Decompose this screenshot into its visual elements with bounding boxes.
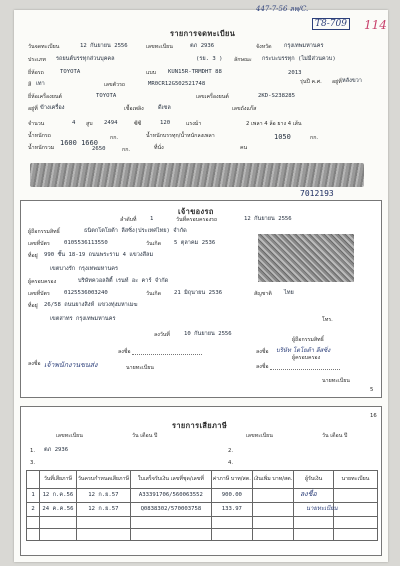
cylinder-label: สูบ <box>86 121 93 127</box>
engine-no-label: เลขเครื่องยนต์ <box>196 94 229 100</box>
addr2-value: เขตบางรัก กรุงเทพมหานคร <box>50 266 119 272</box>
tax-date-label-2: วัน เดือน ปี <box>322 433 348 439</box>
owner-title: เจ้าของรถ <box>178 207 214 216</box>
class-code: (รย. 3 ) <box>196 56 223 62</box>
receiver-signature: ลงชื่อ <box>300 490 317 498</box>
table-row <box>27 489 378 503</box>
count-label: จำนวน <box>28 121 45 127</box>
tax-col-header: วันครบกำหนดเสียภาษี <box>76 471 130 489</box>
tax-title: รายการเสียภาษี <box>172 421 228 430</box>
nation-label: สัญชาติ <box>254 291 272 297</box>
tax-cell-index: 2 <box>27 503 40 517</box>
holder-value: ธนิตกโตโยต้า ลีสซิ่ง(ประเทศไทย) จำกัด <box>84 228 187 234</box>
addr3-label: ที่อยู่ <box>28 303 38 309</box>
character-value: กระบะบรรทุก (ไม่มีส่วนควบ) <box>262 56 336 62</box>
birth2-label: วันเกิด <box>146 291 162 297</box>
tax-cell <box>252 503 293 517</box>
tax-sticker-stamp <box>258 234 354 282</box>
province-value: กรุงเทพมหานคร <box>284 43 324 49</box>
tax-row-4: 4. <box>228 460 234 466</box>
chassis-label: เลขตัวรถ <box>104 82 126 88</box>
seq-label: ลำดับที่ <box>120 217 137 223</box>
total-weight-value: 2650 <box>92 146 106 152</box>
addr-label: ที่อยู่ <box>28 253 38 259</box>
cc-value: 2494 <box>104 120 118 126</box>
tax-plate-label-2: เลขทะเบียน <box>246 433 273 439</box>
load-value: 1050 <box>274 133 291 141</box>
birth-value: 5 ตุลาคม 2536 <box>174 240 216 246</box>
character-label: ลักษณะ <box>234 57 252 63</box>
tax-col-header: นายทะเบียน <box>333 471 377 489</box>
plate-label: เลขทะเบียน <box>146 44 173 50</box>
note-number: 5 <box>370 387 374 393</box>
plate-value: ตภ 2936 <box>190 43 215 49</box>
load-unit: กก. <box>310 135 319 141</box>
model-value: KUN15R-TRMDHT 88 <box>168 69 222 75</box>
engine-at-value: ข้างเครื่อง <box>40 105 65 111</box>
phone-label: โทร. <box>322 317 333 323</box>
tax-cell: 24 ค.ค.56 <box>40 503 77 517</box>
regdate-value: 10 กันยายน 2556 <box>184 331 232 337</box>
tax-plate-label: เลขทะเบียน <box>56 433 83 439</box>
tax-cell: 133.97 <box>211 503 252 517</box>
weight-label: น้ำหนักรถ <box>28 133 51 139</box>
type-value: รถยนต์บรรทุกส่วนบุคคล <box>56 56 115 62</box>
color-value: เทา <box>36 81 45 87</box>
stamp-number: 7012193 <box>300 189 334 198</box>
witness-label: ลงชื่อ <box>28 361 41 367</box>
tax-cell: 900.00 <box>211 489 252 503</box>
witness-signature: เจ้าพนักงานขนส่ง <box>44 361 98 369</box>
weight-unit: กก. <box>110 135 119 141</box>
make-label: ยี่ห้อรถ <box>28 70 44 76</box>
year-label: รุ่นปี ค.ศ. <box>300 79 322 85</box>
tax-col-header: ใบเสร็จรับเงิน เลขที่ชุด/เลขที่ <box>131 471 212 489</box>
chassis-rubbing-stamp <box>30 163 364 187</box>
sign-label: ลงชื่อ <box>118 349 131 355</box>
sign-line <box>132 354 202 355</box>
persons-label: คน <box>240 145 248 151</box>
seats-label: ที่นั่ง <box>154 145 164 151</box>
chassis-at-label: อยู่ที่ <box>332 79 342 85</box>
id2-label: เลขที่บัตร <box>28 291 50 297</box>
chassis-at-value: หลังขวา <box>342 78 362 84</box>
cc-label: ซีซี <box>134 121 142 127</box>
id2-value: 0125536003240 <box>64 290 108 296</box>
tax-row-2: 2. <box>228 448 234 454</box>
total-weight-label: น้ำหนักรวม <box>28 145 55 151</box>
regdate-label: ลงวันที่ <box>154 332 170 338</box>
tax-col-index <box>27 471 40 489</box>
reg-date-label: วันจดทะเบียน <box>28 44 60 50</box>
color-label: สี <box>28 82 32 88</box>
fuel-value: ดีเซล <box>158 105 171 111</box>
since-label: วันที่ครอบครองรถ <box>176 217 218 223</box>
page-title: รายการจดทะเบียน <box>170 29 236 38</box>
id-value: 0105536113550 <box>64 240 108 246</box>
province-label: จังหวัด <box>256 44 272 50</box>
hp-value: 120 <box>160 120 171 126</box>
engine-at-label: อยู่ที่ <box>28 106 38 112</box>
load-label: น้ำหนักบรรทุก/น้ำหนักลงเพลา <box>146 133 215 139</box>
holder-label: ผู้ถือกรรมสิทธิ์ <box>28 229 60 235</box>
birth-label: วันเกิด <box>146 241 162 247</box>
tax-page-number: 16 <box>370 413 377 419</box>
id-label: เลขที่บัตร <box>28 241 50 247</box>
possessor-sign-label: ผู้ครอบครอง <box>292 355 321 361</box>
tax-cell <box>252 489 293 503</box>
handwritten-box: T8-709 <box>312 18 350 30</box>
tax-cell-index: 1 <box>27 489 40 503</box>
tax-cell: 12 ก.ย.57 <box>76 503 130 517</box>
tax-cell: 12 ก.ย.57 <box>76 489 130 503</box>
tax-col-header: เงินเพิ่ม บาท/สต. <box>252 471 293 489</box>
hp-label: แรงม้า <box>186 121 202 127</box>
weight-value: 1600 1660 <box>60 139 98 147</box>
engine-make-label: ยี่ห้อเครื่องยนต์ <box>28 94 62 100</box>
tax-row-3: 3. <box>30 460 36 466</box>
handwritten-code: 447-7-56 ลพ/C. <box>256 5 309 13</box>
axle-info: 2 เพลา 4 ล้อ ยาง 4 เส้น <box>246 121 302 127</box>
addr4-value: เขตสาทร กรุงเทพมหานคร <box>50 316 116 322</box>
tax-cell-signature <box>333 489 377 503</box>
possessor-value: บริษัทควอลลิตี้ เรนท์ อะ คาร์ จำกัด <box>78 278 169 284</box>
tax-col-header: วันที่เสียภาษี <box>40 471 77 489</box>
tax-date-label: วัน เดือน ปี <box>132 433 158 439</box>
type-label: ประเภท <box>28 57 46 63</box>
tax-cell-signature <box>333 503 377 517</box>
tax-col-header: ผู้รับเงิน <box>294 471 333 489</box>
gas-tank-label: เลขถังแก๊ส <box>232 106 257 112</box>
birth2-value: 21 มิถุนายน 2536 <box>174 290 223 296</box>
tax-col-header: ค่าภาษี บาท/สต. <box>211 471 252 489</box>
since-value: 12 กันยายน 2556 <box>244 216 292 222</box>
seq-value: 1 <box>150 216 154 222</box>
possessor-label: ผู้ครอบครอง <box>28 279 57 285</box>
registrar-signature: นายทะเบียน <box>306 505 338 512</box>
holder-signature: บริษัท โตโยต้า ลีสซิ่ง <box>276 347 331 354</box>
reg-date-value: 12 กันยายน 2556 <box>80 43 128 49</box>
total-weight-unit: กก. <box>122 147 131 153</box>
addr3-value: 26/58 ถนนยางสิงห์ แขวงทุ่งมหาเมฆ <box>44 302 138 308</box>
tax-cell: Q0838302/570003758 <box>131 503 212 517</box>
sign3-line <box>270 369 340 370</box>
make-value: TOYOTA <box>60 69 81 75</box>
count-value: 4 <box>72 120 76 126</box>
tax-cell: A33391706/560063552 <box>131 489 212 503</box>
handwritten-red-number: 114 <box>364 18 387 32</box>
engine-no-value: 2KD-S238285 <box>258 93 296 99</box>
model-label: แบบ <box>146 70 157 76</box>
chassis-value: MR0CR12G502521748 <box>148 81 206 87</box>
sign3-label: ลงชื่อ <box>256 364 269 370</box>
fuel-label: เชื้อเพลิง <box>124 106 144 112</box>
year-value: 2013 <box>288 70 302 76</box>
tax-cell: 12 ก.ค.56 <box>40 489 77 503</box>
addr-value: 990 ชั้น 18-19 ถนนพระราม 4 แขวงสีลม <box>44 252 154 258</box>
engine-make-value: TOYOTA <box>96 93 117 99</box>
tax-row-1-plate: ตภ 2936 <box>44 447 69 453</box>
tax-row-1: 1. <box>30 448 36 454</box>
registrar2-label: นายทะเบียน <box>322 378 350 384</box>
nation-value: ไทย <box>284 290 294 296</box>
registrar-label: นายทะเบียน <box>126 365 154 371</box>
sign2-label: ลงชื่อ <box>256 349 269 355</box>
buyer-label: ผู้ถือกรรมสิทธิ์ <box>292 337 324 343</box>
